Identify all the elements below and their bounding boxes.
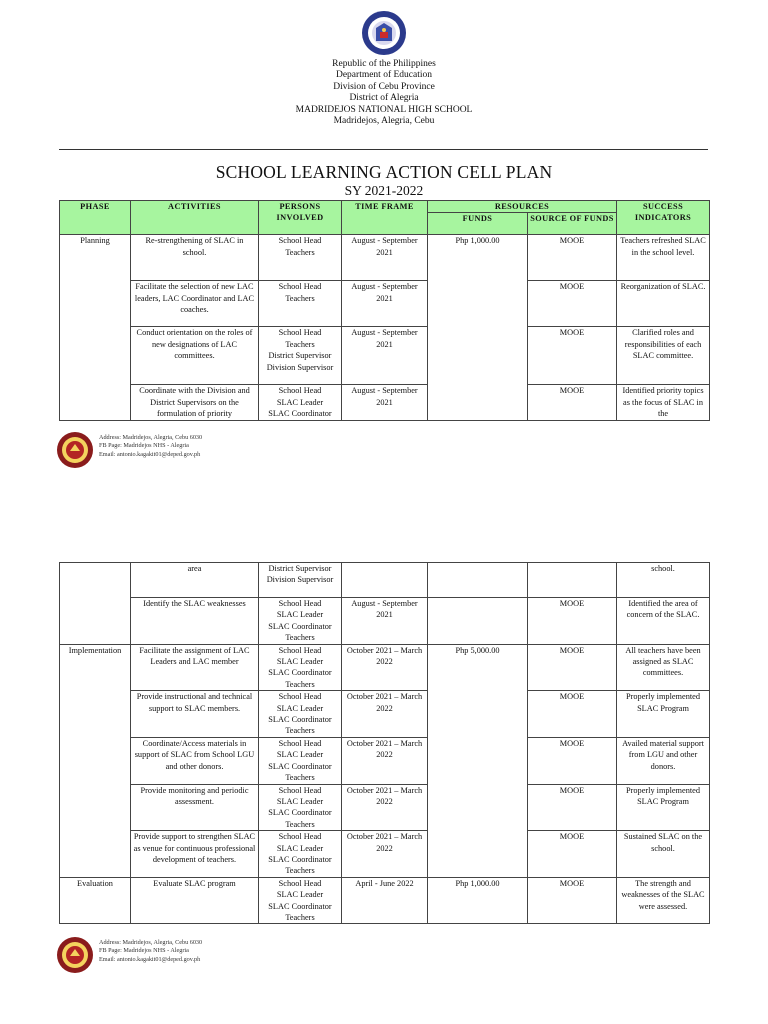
activity-cell: Evaluate SLAC program — [131, 877, 259, 924]
table-row — [60, 784, 710, 831]
school-year: SY 2021-2022 — [344, 183, 424, 198]
funds-cell: Php 5,000.00 — [428, 644, 528, 877]
success-indicator-cell: school. — [617, 563, 710, 598]
phase-cell: Planning — [60, 235, 131, 420]
source-of-funds-cell: MOOE — [528, 877, 617, 924]
time-frame-cell: August - September 2021 — [342, 598, 428, 645]
persons-cell: School Head Teachers District Supervisor Division Supervisor — [259, 327, 342, 385]
footer-address: Address: Madridejos, Alegria, Cebu 6030 — [99, 939, 203, 946]
footer-fb-page: FB Page: Madridejos NHS - Alegria — [99, 442, 189, 450]
time-frame-cell: August - September 2021 — [342, 385, 428, 420]
funds-cell — [428, 563, 528, 598]
persons-cell: School Head SLAC Leader SLAC Coordinator Teachers — [259, 831, 342, 878]
persons-cell: School Head Teachers — [259, 281, 342, 327]
source-of-funds-cell: MOOE — [528, 385, 617, 420]
success-indicator-cell: The strength and weaknesses of the SLAC were assessed. — [617, 877, 710, 924]
time-frame-cell: August - September 2021 — [342, 281, 428, 327]
header-divider — [59, 149, 708, 150]
success-indicator-cell: Sustained SLAC on the school. — [617, 831, 710, 878]
source-of-funds-cell: MOOE — [528, 737, 617, 784]
letterhead-line: District of Alegria — [349, 93, 419, 104]
school-seal-logo — [56, 431, 94, 469]
source-of-funds-cell: MOOE — [528, 281, 617, 327]
col-header-source: SOURCE OF FUNDS — [528, 213, 617, 235]
time-frame-cell: August - September 2021 — [342, 235, 428, 281]
source-of-funds-cell: MOOE — [528, 784, 617, 831]
activity-cell: Coordinate/Access materials in support of SLAC from School LGU and other donors. — [131, 737, 259, 784]
table-row — [60, 877, 710, 924]
source-of-funds-cell: MOOE — [528, 235, 617, 281]
success-indicator-cell: Reorganization of SLAC. — [617, 281, 710, 327]
activity-cell: Coordinate with the Division and District Supervisors on the formulation of priority — [131, 385, 259, 420]
col-header-funds: FUNDS — [428, 213, 528, 235]
funds-cell — [428, 598, 528, 645]
funds-cell: Php 1,000.00 — [428, 877, 528, 924]
activity-cell: Facilitate the selection of new LAC leaders, LAC Coordinator and LAC coaches. — [131, 281, 259, 327]
col-header-phase: PHASE — [60, 201, 131, 235]
deped-seal-logo — [352, 10, 416, 56]
success-indicator-cell: Availed material support from LGU and other donors. — [617, 737, 710, 784]
phase-cell: Implementation — [60, 644, 131, 877]
persons-cell: School Head SLAC Leader SLAC Coordinator Teachers — [259, 644, 342, 691]
source-of-funds-cell: MOOE — [528, 598, 617, 645]
time-frame-cell: October 2021 – March 2022 — [342, 691, 428, 738]
col-header-persons: PERSONS INVOLVED — [259, 201, 342, 235]
table-row — [60, 281, 710, 327]
table-row — [60, 385, 710, 420]
success-indicator-cell: Teachers refreshed SLAC in the school level. — [617, 235, 710, 281]
activity-cell: Conduct orientation on the roles of new designations of LAC committees. — [131, 327, 259, 385]
time-frame-cell: October 2021 – March 2022 — [342, 644, 428, 691]
footer-fb-page: FB Page: Madridejos NHS - Alegria — [99, 947, 189, 955]
col-header-resources: RESOURCES — [428, 201, 617, 213]
table-row — [60, 563, 710, 598]
letterhead-line: Division of Cebu Province — [333, 81, 435, 92]
time-frame-cell: April - June 2022 — [342, 877, 428, 924]
funds-cell: Php 1,000.00 — [428, 235, 528, 420]
source-of-funds-cell: MOOE — [528, 831, 617, 878]
col-header-time-frame: TIME FRAME — [342, 201, 428, 235]
col-header-success: SUCCESS INDICATORS — [617, 201, 710, 235]
source-of-funds-cell: MOOE — [528, 644, 617, 691]
persons-cell: School Head SLAC Leader SLAC Coordinator Teachers — [259, 737, 342, 784]
letterhead — [0, 59, 768, 127]
persons-cell: School Head SLAC Leader SLAC Coordinator — [259, 385, 342, 420]
persons-cell: School Head SLAC Leader SLAC Coordinator Teachers — [259, 877, 342, 924]
success-indicator-cell: Properly implemented SLAC Program — [617, 784, 710, 831]
footer-address: Address: Madridejos, Alegria, Cebu 6030 — [99, 434, 203, 441]
col-header-activities: ACTIVITIES — [131, 201, 259, 235]
letterhead-line: Department of Education — [335, 70, 433, 81]
time-frame-cell: October 2021 – March 2022 — [342, 831, 428, 878]
time-frame-cell: October 2021 – March 2022 — [342, 784, 428, 831]
activity-cell: Provide support to strengthen SLAC as venue for continuous professional development of teachers. — [131, 831, 259, 878]
activity-cell: Provide monitoring and periodic assessment. — [131, 784, 259, 831]
success-indicator-cell: Identified priority topics as the focus of SLAC in the — [617, 385, 710, 420]
success-indicator-cell: Properly implemented SLAC Program — [617, 691, 710, 738]
table-row — [60, 737, 710, 784]
table-row — [60, 691, 710, 738]
letterhead-line: Republic of the Philippines — [332, 59, 436, 69]
school-name: MADRIDEJOS NATIONAL HIGH SCHOOL — [295, 104, 473, 115]
activity-cell: Re-strengthening of SLAC in school. — [131, 235, 259, 281]
time-frame-cell: August - September 2021 — [342, 327, 428, 385]
success-indicator-cell: Clarified roles and responsibilities of each SLAC committee. — [617, 327, 710, 385]
persons-cell: School Head SLAC Leader SLAC Coordinator Teachers — [259, 691, 342, 738]
table-row — [60, 598, 710, 645]
phase-cell: Evaluation — [60, 877, 131, 924]
activity-cell: Facilitate the assignment of LAC Leaders and LAC member — [131, 644, 259, 691]
activity-cell: Identify the SLAC weaknesses — [131, 598, 259, 645]
success-indicator-cell: Identified the area of concern of the SLAC. — [617, 598, 710, 645]
footer-email: Email: antonio.kagakit01@deped.gov.ph — [99, 450, 201, 458]
time-frame-cell — [342, 563, 428, 598]
persons-cell: School Head SLAC Leader SLAC Coordinator Teachers — [259, 598, 342, 645]
table-row — [60, 831, 710, 878]
persons-cell: School Head Teachers — [259, 235, 342, 281]
activity-cell: area — [131, 563, 259, 598]
persons-cell: School Head SLAC Leader SLAC Coordinator Teachers — [259, 784, 342, 831]
time-frame-cell: October 2021 – March 2022 — [342, 737, 428, 784]
source-of-funds-cell: MOOE — [528, 691, 617, 738]
table-row — [60, 235, 710, 281]
source-of-funds-cell: MOOE — [528, 327, 617, 385]
letterhead-line: Madridejos, Alegria, Cebu — [333, 116, 435, 127]
success-indicator-cell: All teachers have been assigned as SLAC committees. — [617, 644, 710, 691]
table-row — [60, 327, 710, 385]
footer-email: Email: antonio.kagakit01@deped.gov.ph — [99, 955, 201, 963]
source-of-funds-cell — [528, 563, 617, 598]
activity-cell: Provide instructional and technical support to SLAC members. — [131, 691, 259, 738]
table-row — [60, 644, 710, 691]
persons-cell: District Supervisor Division Supervisor — [259, 563, 342, 598]
slac-plan-table-page1 — [59, 200, 710, 421]
page-title: SCHOOL LEARNING ACTION CELL PLAN — [215, 162, 553, 182]
phase-cell — [60, 563, 131, 645]
school-seal-logo — [56, 936, 94, 974]
slac-plan-table-page2 — [59, 562, 710, 924]
